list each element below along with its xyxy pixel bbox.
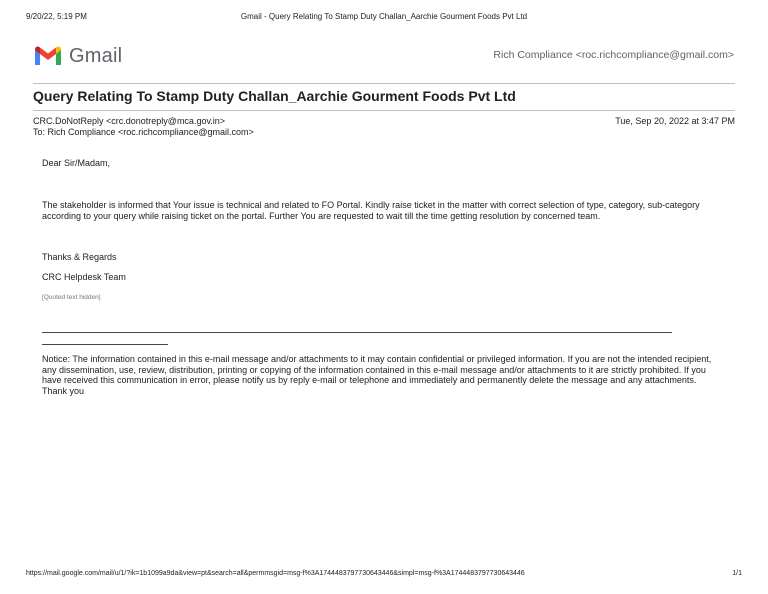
header-divider (33, 83, 735, 84)
email-recipient: To: Rich Compliance <roc.richcompliance@gmail.com> (33, 127, 254, 137)
gmail-logo-icon (33, 45, 63, 67)
gmail-wordmark: Gmail (69, 44, 123, 67)
email-date: Tue, Sep 20, 2022 at 3:47 PM (615, 116, 735, 126)
subject-divider (33, 110, 735, 111)
print-datetime: 9/20/22, 5:19 PM (26, 12, 87, 21)
email-sender: CRC.DoNotReply <crc.donotreply@mca.gov.in> (33, 116, 226, 126)
account-label: Rich Compliance <roc.richcompliance@gmail.com> (493, 49, 734, 61)
legal-notice: Notice: The information contained in this e-mail message and/or attachments to it may contain confidential or privileged information. If you are not the intended recipient, any dissemination, use, review, distribution, printing or copying of the information contained in this e-mail message and/or attachments to it are strictly prohibited. If you have received this communication in error, please notify us by reply e-mail or telephone and immediately and permanently delete the message and any attachments. Thank you (42, 354, 712, 396)
email-greeting: Dear Sir/Madam, (42, 158, 111, 168)
print-footer-url: https://mail.google.com/mail/u/1/?ik=1b1099a9da&view=pt&search=all&permmsgid=msg-f%3A1744483797730643446&simpl=msg-f%3A1744483797730643446 (26, 570, 525, 577)
signature-divider-long (42, 332, 672, 333)
gmail-logo[interactable] (33, 43, 122, 69)
print-page-number: 1/1 (732, 570, 742, 577)
quoted-text-toggle[interactable]: [Quoted text hidden] (42, 294, 101, 301)
email-signoff: Thanks & Regards (42, 252, 117, 262)
email-body-paragraph: The stakeholder is informed that Your issue is technical and related to FO Portal. Kindly raise ticket in the matter with correct selection of type, category, sub-category according to your query while raising ticket on the portal. Further You are requested to wait till the time getting resolution by concerned team. (42, 200, 700, 221)
signature-divider-short (42, 344, 168, 345)
email-signature: CRC Helpdesk Team (42, 272, 126, 282)
email-subject: Query Relating To Stamp Duty Challan_Aarchie Gourment Foods Pvt Ltd (33, 88, 516, 104)
print-page-title: Gmail - Query Relating To Stamp Duty Challan_Aarchie Gourment Foods Pvt Ltd (240, 12, 528, 21)
